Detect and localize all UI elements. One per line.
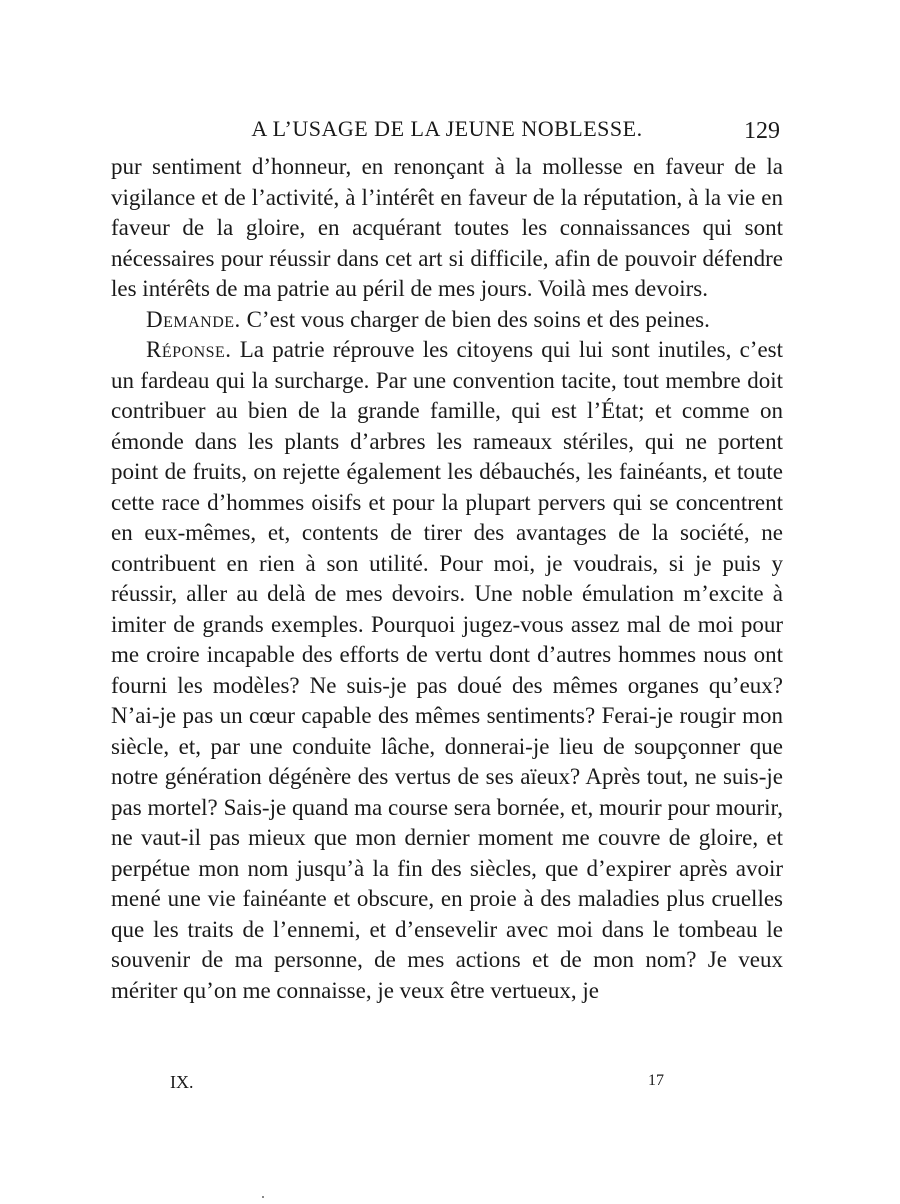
sheet-number: 17 (648, 1072, 664, 1089)
signature-mark: IX. (170, 1072, 194, 1092)
running-title: A L’USAGE DE LA JEUNE NOBLESSE. (251, 116, 643, 141)
body-text (111, 152, 783, 1006)
paragraph-demande-text: C’est vous charger de bien des soins et des peines. (246, 306, 710, 332)
paragraph-continuation: pur sentiment d’honneur, en renonçant à la mollesse en faveur de la vigilance et de l’activité, à l’intérêt en faveur de la réputation, à la vie en faveur de la gloire, en acquérant toutes les connaissances qui sont nécessaires pour réussir dans cet art si difficile, afin de pouvoir défendre les intérêts de ma patrie au péril de mes jours. Voilà mes devoirs. (111, 154, 783, 301)
page-number: 129 (744, 118, 780, 144)
paragraph-demande (111, 305, 783, 336)
paragraph-reponse-text: La patrie réprouve les citoyens qui lui sont inutiles, c’est un fardeau qui la surcharge. Par une convention tacite, tout membre doit contribuer au bien de la grande famille, qui est l’État; et comme on émonde dans les plants d’arbres les rameaux stériles, qui ne portent point de fruits, on rejette également les débauchés, les fainéants, et toute cette race d’hommes oisifs et pour la plupart pervers qui se concentrent en eux-mêmes, et, contents de tirer des avantages de la société, ne contribuent en rien à son utilité. Pour moi, je voudrais, si je puis y réussir, aller au delà de mes devoirs. Une noble émulation m’excite à imiter de grands exemples. Pourquoi jugez-vous assez mal de moi pour me croire incapable des efforts de vertu dont d’autres hommes nous ont fourni les modèles? Ne suis-je pas doué des mêmes organes qu’eux? N’ai-je pas un cœur capable des mêmes sentiments? Ferai-je rougir mon siècle, et, par une conduite lâche, donnerai-je lieu de soupçonner que notre génération dégénère des vertus de ses aïeux? Après tout, ne suis-je pas mortel? Sais-je quand ma course sera bornée, et, mourir pour mourir, ne vaut-il pas mieux que mon dernier moment me couvre de gloire, et perpétue mon nom jusqu’à la fin des siècles, que d’expirer après avoir mené une vie fainéante et obscure, en proie à des maladies plus cruelles que les traits de l’ennemi, et d’ensevelir avec moi dans le tombeau le souvenir de ma personne, de mes actions et de mon nom? Je veux mériter qu’on me connaisse, je veux être vertueux, je (111, 337, 783, 1003)
paragraph-reponse (111, 335, 783, 1006)
speaker-label-reponse: Réponse. (146, 337, 232, 362)
speaker-label-demande: Demande. (146, 306, 241, 332)
scan-speck (262, 1196, 264, 1198)
running-head (110, 112, 784, 146)
page-footer (110, 1072, 784, 1102)
